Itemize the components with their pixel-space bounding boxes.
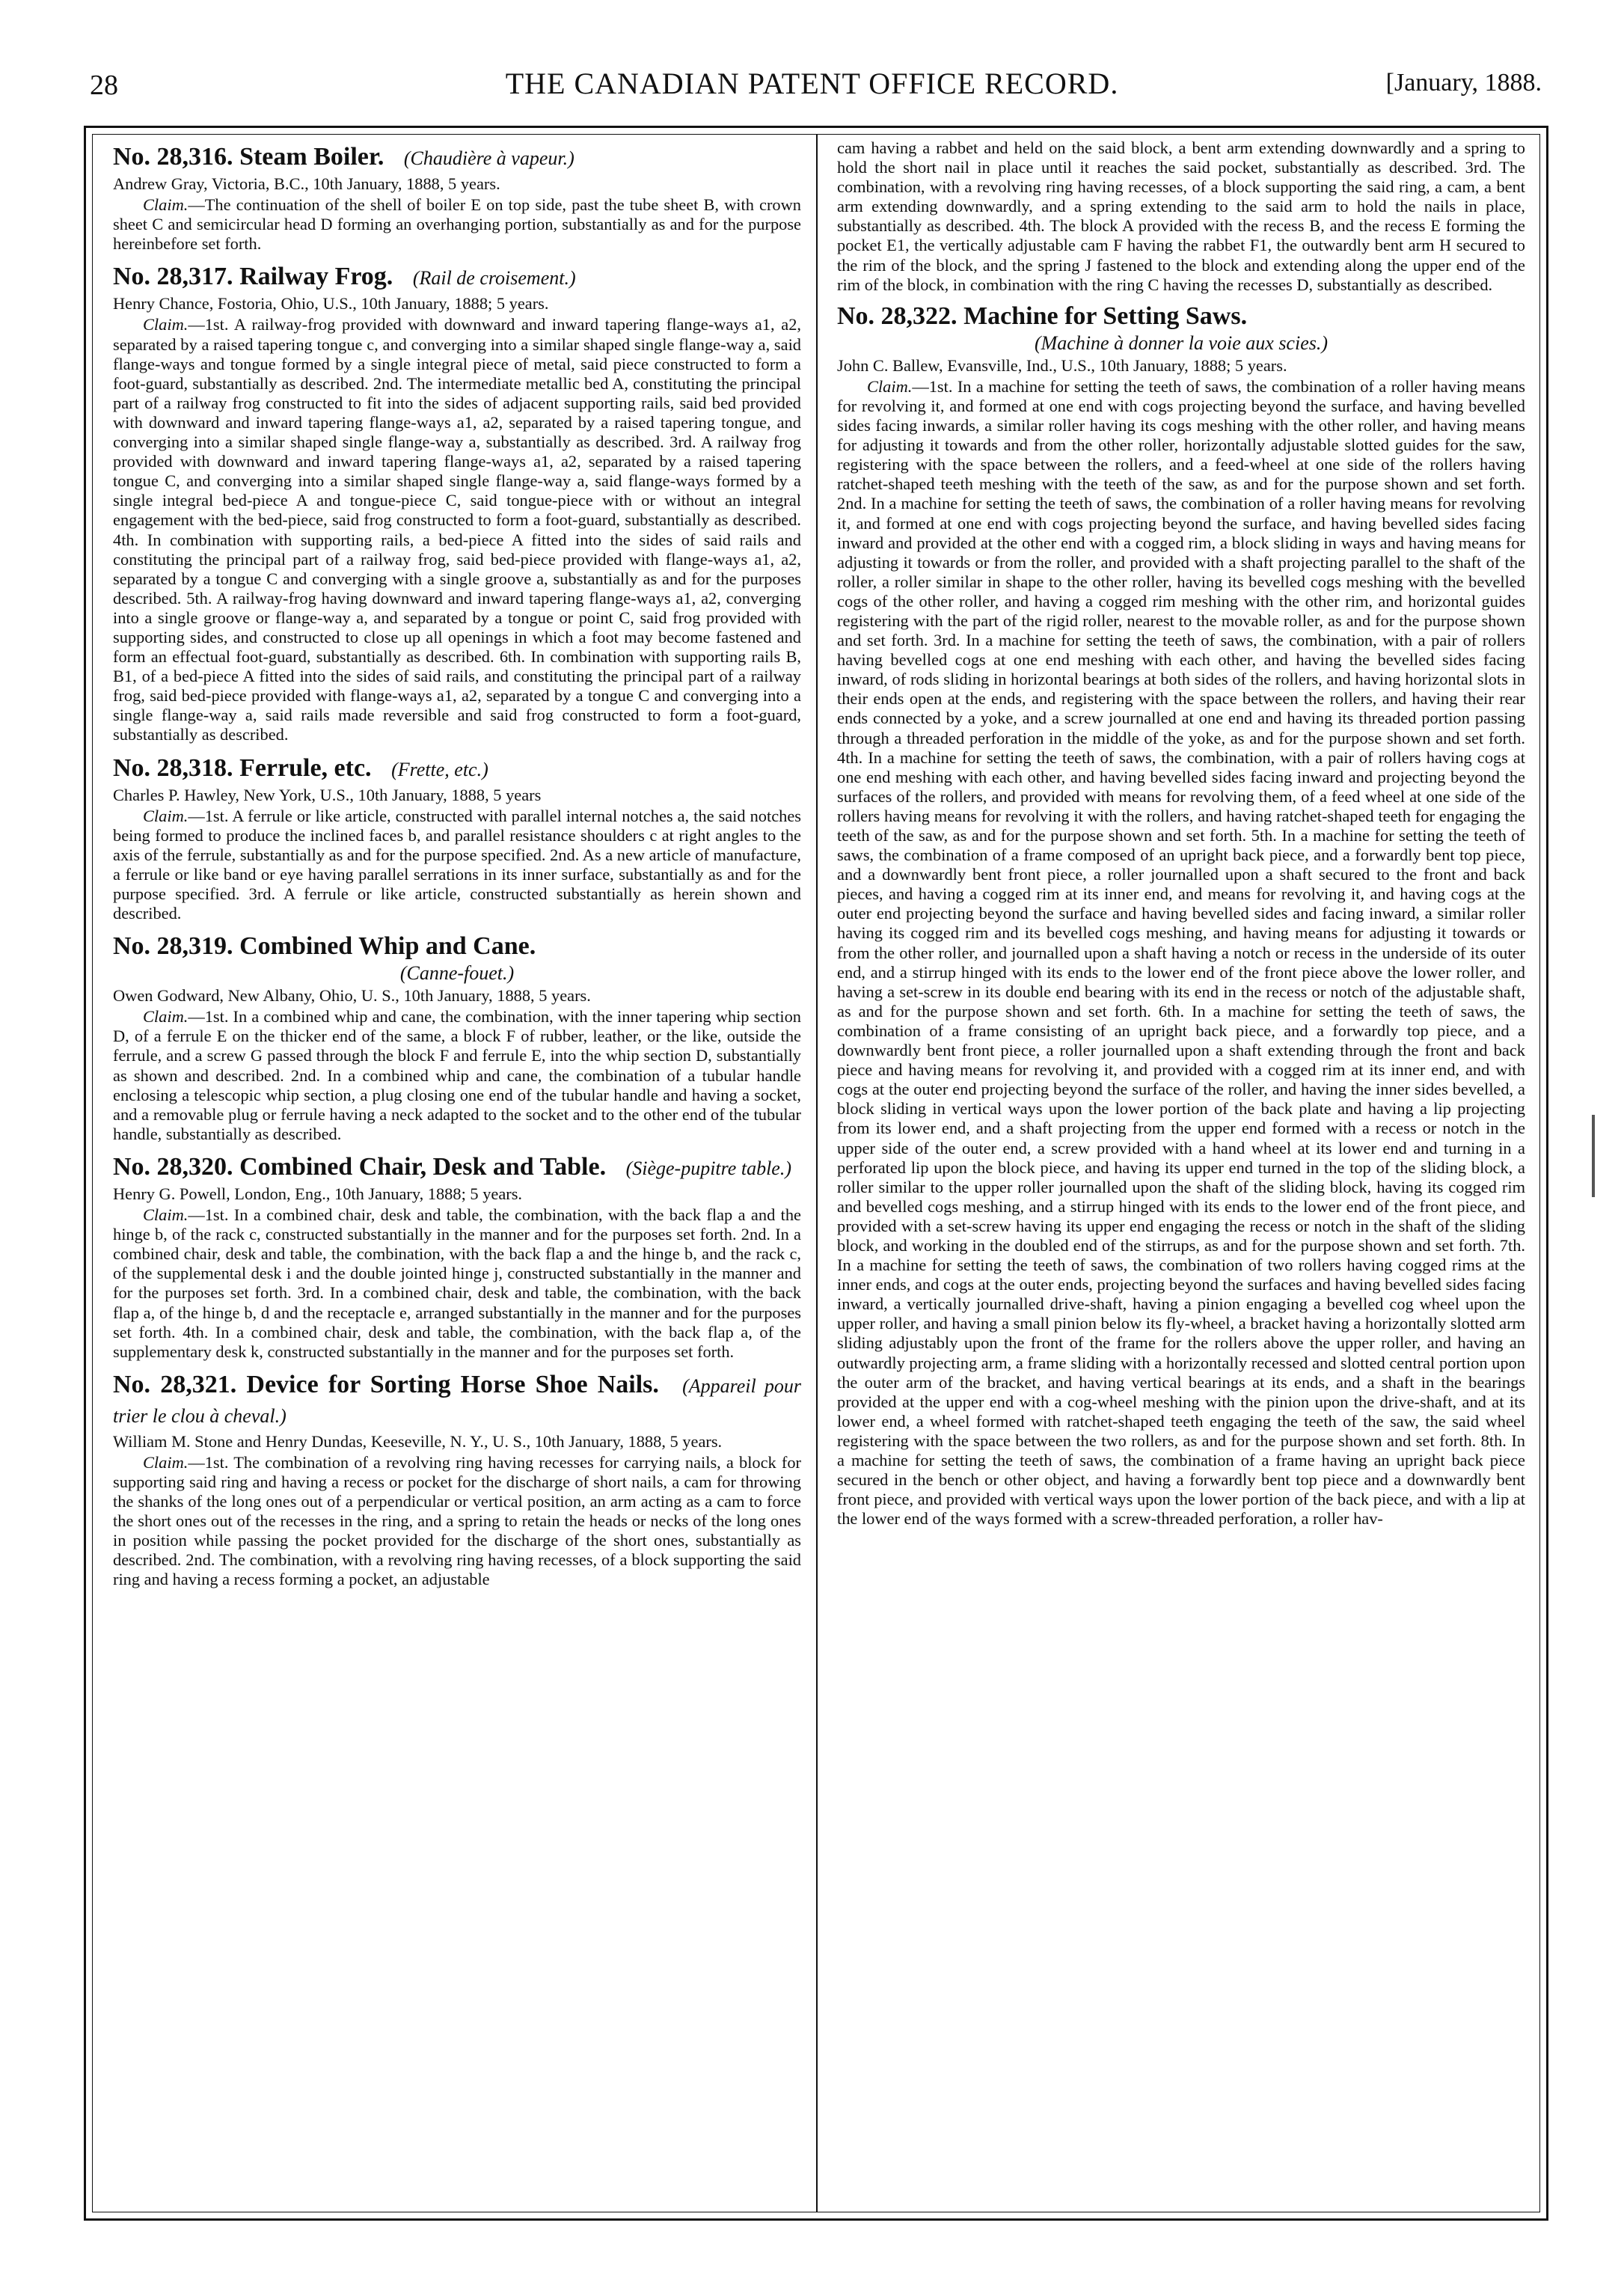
claim-text — [113, 195, 801, 254]
page-frame — [84, 126, 1548, 2221]
claim-text — [113, 807, 801, 924]
margin-mark — [1592, 1115, 1595, 1197]
left-column — [113, 138, 801, 2203]
patent-entry-28318 — [113, 754, 801, 924]
claim-body: —1st. The combination of a revolving ring having recesses for carrying nails, a block for supporting said ring and having a recess or pocket for the discharge of short nails, a cam for throwing the shanks of the long ones out of a perpendicular or vertical position, an arm acting as a cam to force the short ones out of the recesses in the ring, and a spring to retain the heads or necks of the long ones in position while passing the pocket provided for the discharge of the short ones, substantially as described. 2nd. The combination, with a revolving ring having recesses, of a block supporting the said ring and having a recess forming a pocket, an adjustable — [113, 1452, 801, 1589]
patent-number: No. 28,319. — [113, 932, 233, 961]
claim-text — [113, 315, 801, 744]
claim-label: Claim. — [143, 315, 189, 334]
claim-body: —1st. A ferrule or like article, constructed with parallel internal notches a, the said notches being formed to produce the inclined faces b, and parallel resistance shoulders c at right angles to the axis of the ferrule, substantially as and for the purpose specified. 2nd. As a new article of manufacture, a ferrule or like band or eye having parallel serrations in its inner surface, substantially as and for the purpose specified. 3rd. A ferrule or like article, constructed substantially as herein shown and described. — [113, 806, 801, 923]
right-column — [837, 138, 1525, 2203]
claim-label: Claim. — [143, 1205, 189, 1225]
patent-entry-28316 — [113, 143, 801, 254]
continued-claim-text: cam having a rabbet and held on the said block, a bent arm extending downwardly and a spring to hold the short nail in place until it reaches the said pocket, substantially as described. 3rd. The combination, with a revolving ring having recesses, of a block supporting the said ring, a cam, a bent arm extending downwardly, and a spring extending to the said arm to hold the nails in place, substantially as described. 4th. The block A provided with the recess B, and the recess E forming the pocket E1, the vertically adjustable cam F having the rabbet F1, the outwardly bent arm H secured to the rim of the block, and the spring J fastened to the block and extending along the upper end of the rim of the block, in combination with the ring C having the recesses D, substantially as described. — [837, 138, 1525, 294]
patent-number: No. 28,317. — [113, 263, 233, 291]
claim-body: —1st. In a machine for setting the teeth of saws, the combination of a roller having means for revolving it, and formed at one end with cogs projecting beyond the surface, and having bevelled sides facing inwards, a similar roller having its cogs meshing with the other roller, and having means for adjusting it towards and from the other roller, horizontally adjustable slotted guides for the saw, registering with the space between the rollers, and a feed-wheel at one side of the rollers having ratchet-shaped teeth meshing with the teeth of the saw, as and for the purpose shown and set forth. 2nd. In a machine for setting the teeth of saws, the combination of a roller having means for revolving it, and formed at one end with cogs projecting beyond the surface, and having bevelled sides facing inward and provided at the other end with a cogged rim, a block sliding in ways and having means for adjusting it towards or from the roller, and provided with a shaft projecting parallel to the shaft of the roller, a roller similar in shape to the other roller, having its bevelled cogs meshing with the bevelled cogs of the other roller, and having a cogged rim meshing with the other rim, and horizontal guides registering with the part of the rigid roller, nearest to the movable roller, as and for the purpose shown and set forth. 3rd. In a machine for setting the teeth of saws, the combination, with a pair of rollers having bevelled cogs at one end meshing with each other, and having the bevelled sides facing inward, of rods sliding in horizontal bearings at both sides of the rollers, and having horizontal slots in their ends open at the ends, and registering with the space between the rollers, and having their rear ends connected by a yoke, and a screw journalled at one end and having its threaded portion passing through a threaded perforation in the middle of the yoke, as and for the purpose shown and set forth. 4th. In a machine for setting the teeth of saws, the combination, with a pair of rollers having cogs at one end meshing with each other, and having bevelled sides facing inward and projecting beyond the surfaces of the rollers, and provided with means for revolving them, of a feed wheel at one side of the rollers having means for revolving it with the rollers, and having ratchet-shaped teeth for engaging the teeth of the saw, as and for the purpose shown and set forth. 5th. In a machine for setting the teeth of saws, the combination of a frame composed of an upright back piece, and a forwardly bent top piece, and a downwardly bent front piece, a roller journalled upon a shaft secured to the front and back pieces, and having a cogged rim at its inner end, and means for revolving it, and having cogs at the outer end projecting beyond the surface and having bevelled sides and facing inward, a similar roller having its cogged rim and its bevelled cogs meshing, and having means for adjusting it towards or from the other roller, and journalled upon a shaft having a notch or recess in the underside of its outer end, and a stirrup hinged with its ends to the lower end of the front piece above the lower roller, and having a set-screw in its double end bearing with its end in the recess or notch of the adjustable shaft, as and for the purpose shown and set forth. 6th. In a machine for setting the teeth of saws, the combination of a frame consisting of an upright back piece, and a forwardly top piece, and a downwardly bent front piece, a roller journalled upon a shaft extending through the front and back piece and having means for revolving it, and provided with a cogged rim at its inner end, and with cogs at the outer end projecting beyond the surface of the roller, and having the inner sides bevelled, a block sliding in vertical ways upon the lower portion of the back plate and having a lip projecting from its lower end, and a shaft projecting from the upper end formed with a recess or notch in the upper side of the outer end, a screw provided with a hand wheel at its lower end and turning in a perforated lip upon the block piece, and having its upper end turned in the top of the sliding block, a roller similar to the upper roller journalled upon the shaft of the sliding block, having its cogged rim and bevelled cogs meshing, and a stirrup hinged with its ends to the lower end of the front piece, and provided with a set-screw having its upper end engaging the recess or notch in the shaft of the sliding block, and working in the doubled end of the stirrups, as and for the purpose shown and set forth. 7th. In a machine for setting the teeth of saws, the combination of two rollers having cogged rims at the inner ends, and cogs at the outer ends, projecting beyond the surfaces and having bevelled sides facing inward, a vertically journalled drive-shaft, having a pinion engaging a bevelled cog wheel upon the upper roller, and having a small pinion below its fly-wheel, a bracket having a horizontally slotted arm sliding adjustably upon the front of the frame for the rollers above the upper roller, and having an outwardly projecting arm, a frame sliding with a horizontally recessed and slotted central portion upon the outer arm of the bracket, and having vertical bearings at its ends, and a shaft in the bearings provided at the upper end with a cog-wheel meshing with the pinion upon the drive-shaft, and at its lower end, a wheel formed with ratchet-shaped teeth engaging the teeth of the saw, the said wheel registering with the space between the two rollers, as and for the purpose shown and set forth. 8th. In a machine for setting the teeth of saws, the combination of a frame having an upright back piece secured in the bench or other object, and having a forwardly bent top piece and a downwardly bent front piece, and provided with vertical ways upon the lower portion of the back piece, and with a lip at the lower end of the ways formed with a screw-threaded perforation, a roller hav- — [837, 376, 1525, 1529]
entry-heading — [113, 1371, 801, 1431]
patent-title: Railway Frog. — [239, 263, 393, 291]
claim-body: —1st. In a combined chair, desk and table, the combination, with the back flap a and the hinge b, of the rack c, constructed substantially in the manner and for the purposes set forth. 2nd. In a combined chair, desk and table, the combination, with the back flap a and the hinge b, and the rack c, of the supplemental desk i and the double jointed hinge j, constructed substantially in the manner and for the purposes set forth. 3rd. In a combined chair, desk and table, the combination, with the back flap a, of the hinge b, d and the receptacle e, arranged substantially in the manner and for the purposes set forth. 4th. In a combined chair, desk and table, the combination, with the back flap a, of the supplementary desk k, constructed substantially in the manner and for the purposes set forth. — [113, 1205, 801, 1361]
patent-number: No. 28,318. — [113, 753, 233, 782]
patent-title: Device for Sorting Horse Shoe Nails. — [246, 1370, 659, 1398]
claim-text — [837, 377, 1525, 1529]
patent-number: No. 28,321. — [113, 1370, 237, 1398]
patent-entry-28321 — [113, 1371, 801, 1590]
claim-label: Claim. — [143, 1007, 189, 1027]
entry-heading — [113, 754, 801, 784]
claim-body: —1st. A railway-frog provided with downward and inward tapering flange-ways a1, a2, separated by a raised tapering tongue c, and converging into a similar shaped single flange-way a, said flange-ways and tongue formed by a single integral piece of metal, said piece constructed to form a foot-guard, substantially as described. 2nd. The intermediate metallic bed A, constituting the principal part of a railway frog constructed to fit into the sides of adjacent supporting rails, said bed provided with downward and inward tapering flange-ways a1, a2, separated by a raised tapering tongue, and converging into a similar shaped single flange-way a, substantially as described. 3rd. A railway frog provided with downward and inward tapering flange-ways a1, a2, separated by a raised tapering tongue C, and converging into a similar shaped single flange-way a, said flange-ways formed by a single integral bed-piece A and tongue-piece C, said tongue-piece with or without an integral engagement with the bed-piece, said frog constructed to form a foot-guard, substantially as described. 4th. In combination with supporting rails, a bed-piece A fitted into the sides of said rails and constituting the principal part of a railway frog, said bed-piece provided with flange-ways a1, a2, separated by a tongue C and converging with a single groove a, substantially as and for the purposes described. 5th. A railway-frog having downward and inward tapering flange-ways a1, a2, converging into a single groove or flange-way a, and separated by a tongue or point C, said frog provided with supporting sides, and constructed to close up all openings in which a foot may become fastened and form an effectual foot-guard, substantially as described. 6th. In combination with supporting rails B, B1, of a bed-piece A fitted into the sides of said rails, and constituting the principal part of a railway frog, said bed-piece provided with flange-ways a1, a2, separated by a tongue C and converging into a single flange-way a, said rails made reversible and said frog constructed to form a foot-guard, substantially as described. — [113, 315, 801, 744]
entry-heading — [113, 143, 801, 173]
claim-label: Claim. — [143, 806, 189, 825]
patent-title: Ferrule, etc. — [239, 753, 372, 782]
patent-entry-28319 — [113, 932, 801, 1144]
inventor-line: Charles P. Hawley, New York, U.S., 10th January, 1888, 5 years — [113, 785, 542, 804]
patent-entry-28322 — [837, 302, 1525, 1529]
patent-entry-28320 — [113, 1153, 801, 1362]
journal-title: THE CANADIAN PATENT OFFICE RECORD. — [505, 67, 1119, 100]
french-title: (Canne-fouet.) — [399, 962, 515, 985]
inventor-line: John C. Ballew, Evansville, Ind., U.S., 10th January, 1888; 5 years. — [837, 355, 1287, 375]
issue-date: [January, 1888. — [1385, 69, 1542, 97]
inventor-line: Henry G. Powell, London, Eng., 10th January, 1888; 5 years. — [113, 1184, 523, 1203]
french-title: (Siège-pupitre table.) — [625, 1157, 791, 1179]
page-number: 28 — [90, 70, 118, 101]
claim-body: —1st. In a combined whip and cane, the combination, with the inner tapering whip section D, of a ferrule E on the thicker end of the same, a block F of rubber, leather, or the like, outside the ferrule, and a screw G passed through the block F and ferrule E, into the whip section D, substantially as shown and described. 2nd. In a combined whip and cane, the combination of a tubular handle enclosing a telescopic whip section, a plug closing one end of the tubular handle and having a socket, and a removable plug or ferrule having a neck adapted to the socket and to the other end of the tubular handle, substantially as described. — [113, 1007, 801, 1143]
claim-label: Claim. — [867, 376, 913, 396]
inventor-line: William M. Stone and Henry Dundas, Keeseville, N. Y., U. S., 10th January, 1888, 5 years. — [113, 1431, 723, 1451]
entry-heading — [113, 1153, 801, 1183]
entry-heading — [113, 932, 801, 961]
claim-label: Claim. — [143, 195, 189, 215]
column-divider — [816, 134, 818, 2212]
inventor-line: Henry Chance, Fostoria, Ohio, U.S., 10th January, 1888; 5 years. — [113, 294, 549, 313]
claim-label: Claim. — [143, 1452, 189, 1472]
entry-heading — [113, 263, 801, 293]
patent-number: No. 28,320. — [113, 1152, 233, 1181]
french-title: (Machine à donner la voie aux scies.) — [1034, 331, 1329, 354]
entry-heading — [837, 302, 1525, 331]
claim-text — [113, 1007, 801, 1144]
inventor-line: Owen Godward, New Albany, Ohio, U. S., 10th January, 1888, 5 years. — [113, 986, 591, 1006]
claim-body: —The continuation of the shell of boiler E on top side, past the tube sheet B, with crown sheet C and semicircular head D forming an overhanging portion, substantially as and for the purpose hereinbefore set forth. — [113, 195, 801, 254]
french-title: (Frette, etc.) — [391, 758, 488, 780]
patent-title: Machine for Setting Saws. — [963, 302, 1248, 330]
french-title: (Chaudière à vapeur.) — [403, 147, 574, 169]
patent-title: Combined Chair, Desk and Table. — [239, 1152, 607, 1181]
patent-entry-28317 — [113, 263, 801, 744]
inventor-line: Andrew Gray, Victoria, B.C., 10th January, 1888, 5 years. — [113, 174, 500, 193]
claim-text — [113, 1453, 801, 1590]
patent-title: Steam Boiler. — [239, 143, 384, 171]
french-title: (Appareil pour trier le clou à cheval.) — [113, 1374, 801, 1427]
claim-text — [113, 1205, 801, 1362]
french-title: (Rail de croisement.) — [412, 267, 576, 290]
patent-title: Combined Whip and Cane. — [239, 932, 536, 961]
patent-number: No. 28,322. — [837, 302, 957, 330]
patent-number: No. 28,316. — [113, 143, 233, 171]
